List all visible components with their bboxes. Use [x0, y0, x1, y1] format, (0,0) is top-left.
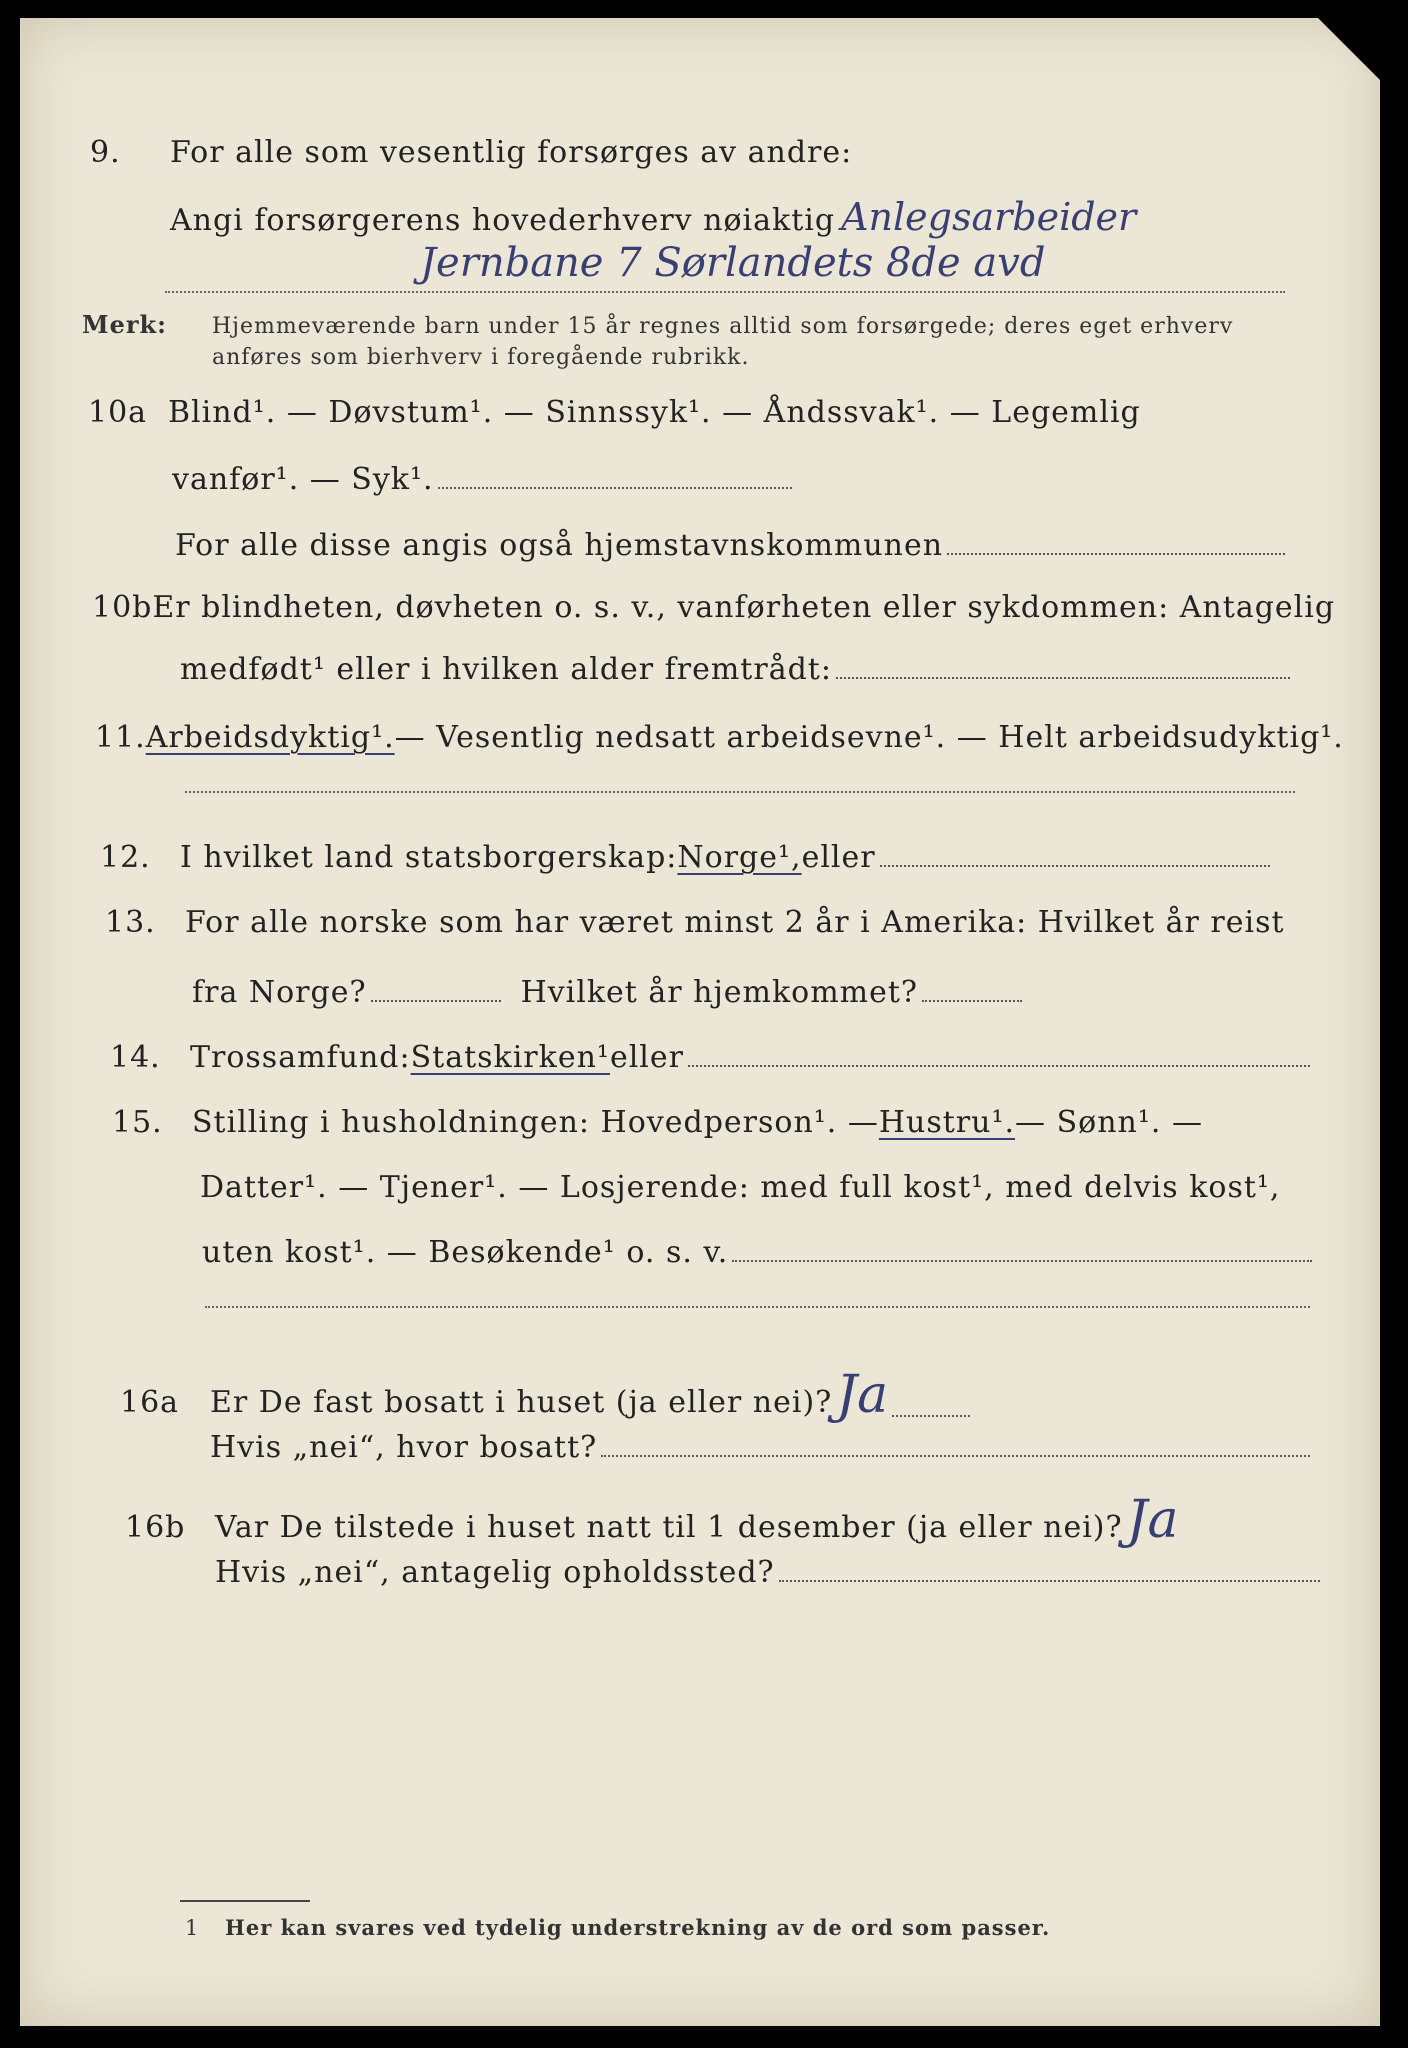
q10b-number: 10b: [92, 590, 153, 625]
q16a-text1: Er De fast bosatt i huset (ja eller nei)?: [210, 1385, 833, 1420]
q16b-line2: [215, 1555, 1320, 1590]
merk-label: Merk:: [82, 310, 167, 339]
q9-text1: For alle som vesentlig forsørges av andre:: [170, 135, 853, 170]
q14-text1: Trossamfund:: [190, 1040, 411, 1075]
q15-text1a: Stilling i husholdningen: Hovedperson¹. —: [192, 1105, 879, 1140]
q10a-fill2: [438, 486, 792, 489]
q12-text2: eller: [801, 840, 876, 875]
q15-fill-line: [205, 1305, 1310, 1308]
q14-fill: [688, 1064, 1310, 1067]
q13-number: 13.: [105, 905, 156, 940]
q10b-line2: [180, 652, 1290, 687]
q15-text2: Datter¹. — Tjener¹. — Losjerende: med full kost¹, med delvis kost¹,: [200, 1170, 1281, 1205]
q16b-fill: [779, 1579, 1320, 1582]
q10a-line2: [172, 462, 792, 497]
q15-line2: [200, 1170, 1320, 1205]
q10b-text1: Er blindheten, døvheten o. s. v., vanførheten eller sykdommen: Antagelig: [152, 590, 1336, 625]
q12-fill: [880, 864, 1270, 867]
q16a-line2: [210, 1430, 1310, 1465]
q9-line2: [170, 195, 1300, 239]
q12-line1: [100, 840, 1270, 875]
q14-number: 14.: [110, 1040, 161, 1075]
q10a-text1: Blind¹. — Døvstum¹. — Sinnssyk¹. — Åndssvak¹. — Legemlig: [168, 395, 1141, 430]
q15-line3: [202, 1235, 1312, 1270]
q10a-line1: [88, 395, 1288, 430]
q16a-text2: Hvis „nei“, hvor bosatt?: [210, 1430, 598, 1465]
q9-answer-employer: Jernbane 7 Sørlandets 8de avd: [420, 240, 1046, 286]
q16a-line1: [120, 1365, 970, 1425]
q16b-number: 16b: [125, 1510, 186, 1545]
q9-text2: Angi forsørgerens hovederhverv nøiaktig: [170, 203, 836, 238]
q9-answer-occupation: Anlegsarbeider: [841, 195, 1137, 239]
q16a-number: 16a: [120, 1385, 180, 1420]
q11-fill-line: [185, 790, 1295, 793]
q14-line1: [110, 1040, 1310, 1075]
q12-text1: I hvilket land statsborgerskap:: [180, 840, 678, 875]
q11-line1: [95, 720, 1344, 755]
footnote-mark: 1: [185, 1916, 200, 1940]
merk-line1: [82, 310, 1302, 339]
q14-text2: eller: [609, 1040, 684, 1075]
footnote-rule: [180, 1900, 310, 1902]
q13-fill-hjemkommet: [922, 999, 1022, 1002]
footnote-text: Her kan svares ved tydelig understrekning av de ord som passer.: [225, 1915, 1051, 1940]
q13-text2b: Hvilket år hjemkommet?: [520, 975, 919, 1010]
q11-text1: — Vesentlig nedsatt arbeidsevne¹. — Helt arbeidsudyktig¹.: [394, 720, 1344, 755]
q16b-line1: [125, 1490, 1305, 1550]
q15-answer-hustru: Hustru¹.: [878, 1105, 1016, 1140]
q15-fill3: [732, 1259, 1312, 1262]
q15-number: 15.: [112, 1105, 163, 1140]
q13-text2a: fra Norge?: [192, 975, 367, 1010]
q11-number: 11.: [95, 720, 146, 755]
q13-fill-reist: [371, 999, 501, 1002]
q15-text3: uten kost¹. — Besøkende¹ o. s. v.: [202, 1235, 729, 1270]
q16a-answer: Ja: [836, 1365, 889, 1425]
merk-line2: [212, 345, 1212, 370]
q14-answer-statskirken: Statskirken¹: [410, 1040, 610, 1075]
q16a-fill2: [601, 1454, 1310, 1457]
q12-answer-norge: Norge¹,: [677, 840, 802, 875]
q15-text1c: — Sønn¹. —: [1015, 1105, 1203, 1140]
q13-text1: For alle norske som har været minst 2 år i Amerika: Hvilket år reist: [185, 905, 1285, 940]
q9-line1: [90, 135, 1270, 170]
q11-answer-arbeidsdyktig: Arbeidsdyktig¹.: [145, 720, 395, 755]
q10a-text2: vanfør¹. — Syk¹.: [172, 462, 434, 497]
q10b-line1: [92, 590, 1336, 625]
q16a-fill1: [892, 1414, 970, 1417]
q9-fill-line: [165, 290, 1285, 293]
q15-line1: [112, 1105, 1322, 1140]
q10a-number: 10a: [88, 395, 148, 430]
merk-text1: Hjemmeværende barn under 15 år regnes alltid som forsørgede; deres eget erhverv: [212, 314, 1234, 339]
q16b-text2: Hvis „nei“, antagelig opholdssted?: [215, 1555, 775, 1590]
footnote: [185, 1915, 1085, 1940]
q9-number: 9.: [90, 135, 121, 170]
q10b-text2: medfødt¹ eller i hvilken alder fremtrådt:: [180, 652, 832, 687]
q13-line2: [192, 975, 1022, 1010]
q10a-text3: For alle disse angis også hjemstavnskommunen: [175, 528, 944, 563]
q10a-line3: [175, 528, 1285, 563]
q13-line1: [105, 905, 1320, 940]
q10a-fill3: [947, 552, 1285, 555]
q16b-text1: Var De tilstede i huset natt til 1 desember (ja eller nei)?: [215, 1510, 1123, 1545]
q16b-answer: Ja: [1126, 1490, 1179, 1550]
q10b-fill: [836, 676, 1290, 679]
merk-text2: anføres som bierhverv i foregående rubrikk.: [212, 345, 750, 370]
q12-number: 12.: [100, 840, 151, 875]
